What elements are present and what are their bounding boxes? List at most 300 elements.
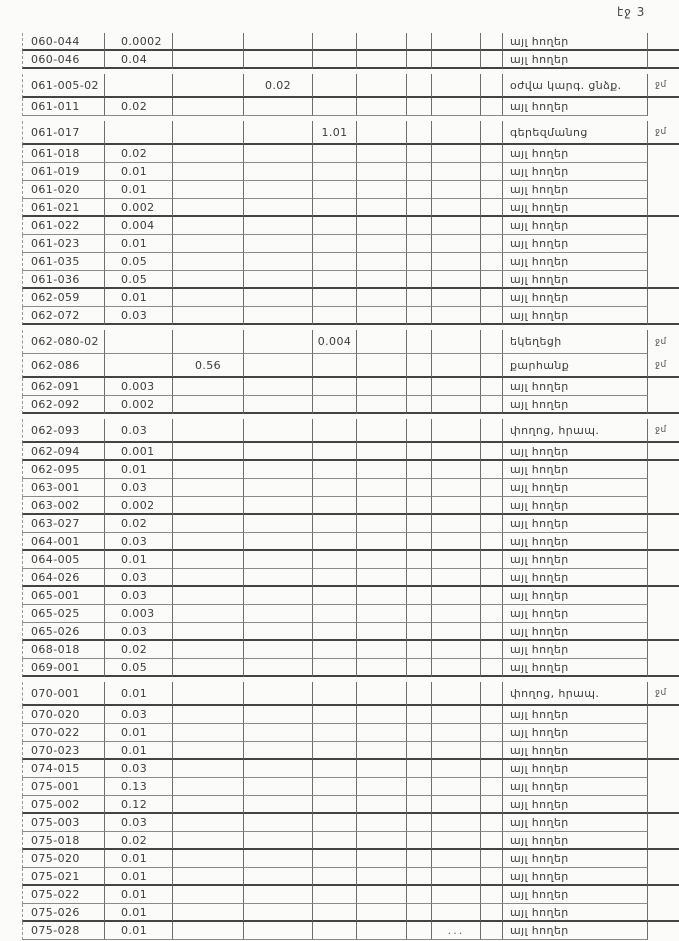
table-row [22, 724, 679, 742]
area-value-cell-col3 [244, 778, 313, 796]
parcel-code-cell: 070-020 [22, 706, 105, 724]
area-value-cell-col6 [407, 605, 432, 623]
area-value-cell-col3 [244, 98, 313, 116]
area-value-cell-col3 [244, 235, 313, 253]
table-row [22, 796, 679, 814]
area-value-cell-col3 [244, 796, 313, 814]
table-row [22, 289, 679, 307]
margin-note-cell: ջմ [648, 682, 679, 706]
area-value-cell-col2 [173, 904, 244, 922]
parcel-code-cell: 060-046 [22, 51, 105, 69]
area-value-cell-col7 [432, 33, 481, 51]
area-value-cell-col6 [407, 850, 432, 868]
area-value-cell-col2 [173, 886, 244, 904]
area-value-cell-col8 [481, 904, 503, 922]
area-value-cell-col6 [407, 461, 432, 479]
table-row [22, 587, 679, 605]
area-value-cell-col4 [313, 533, 357, 551]
area-value-cell-col5 [357, 378, 407, 396]
area-value-cell-col5 [357, 623, 407, 641]
parcel-code-cell: 062-095 [22, 461, 105, 479]
table-row [22, 163, 679, 181]
area-value-cell-col2 [173, 623, 244, 641]
parcel-code-cell: 069-001 [22, 659, 105, 677]
area-value-cell-col5 [357, 98, 407, 116]
area-value-cell-col5 [357, 641, 407, 659]
parcel-code-cell: 068-018 [22, 641, 105, 659]
area-value-cell-col5 [357, 742, 407, 760]
area-value-cell-col5 [357, 832, 407, 850]
area-value-cell-col3 [244, 479, 313, 497]
area-value-cell-col8 [481, 706, 503, 724]
margin-note-cell [648, 814, 679, 832]
area-value-cell-col4 [313, 354, 357, 378]
area-value-cell-col4 [313, 659, 357, 677]
margin-note-cell [648, 271, 679, 289]
area-value-cell-col1: 0.03 [105, 419, 173, 443]
margin-note-cell [648, 641, 679, 659]
area-value-cell-col4: 1.01 [313, 121, 357, 145]
area-value-cell-col8 [481, 497, 503, 515]
area-value-cell-col4 [313, 587, 357, 605]
area-value-cell-col1: 0.004 [105, 217, 173, 235]
area-value-cell-col8 [481, 253, 503, 271]
area-value-cell-col4 [313, 886, 357, 904]
margin-note-cell [648, 850, 679, 868]
area-value-cell-col4 [313, 98, 357, 116]
parcel-code-cell: 075-003 [22, 814, 105, 832]
margin-note-cell [648, 904, 679, 922]
area-value-cell-col1: 0.03 [105, 587, 173, 605]
area-value-cell-col8 [481, 479, 503, 497]
area-value-cell-col7 [432, 641, 481, 659]
area-value-cell-col3 [244, 199, 313, 217]
parcel-code-cell: 070-022 [22, 724, 105, 742]
area-value-cell-col2 [173, 199, 244, 217]
area-value-cell-col3 [244, 443, 313, 461]
area-value-cell-col5 [357, 217, 407, 235]
area-value-cell-col4 [313, 742, 357, 760]
area-value-cell-col8 [481, 796, 503, 814]
area-value-cell-col1: 0.03 [105, 706, 173, 724]
area-value-cell-col4 [313, 623, 357, 641]
area-value-cell-col7 [432, 378, 481, 396]
area-value-cell-col1: 0.03 [105, 307, 173, 325]
area-value-cell-col6 [407, 724, 432, 742]
area-value-cell-col4 [313, 796, 357, 814]
area-value-cell-col5 [357, 479, 407, 497]
area-value-cell-col8 [481, 51, 503, 69]
area-value-cell-col5 [357, 74, 407, 98]
area-value-cell-col7 [432, 51, 481, 69]
area-value-cell-col4 [313, 706, 357, 724]
area-value-cell-col6 [407, 832, 432, 850]
area-value-cell-col3 [244, 253, 313, 271]
area-value-cell-col6 [407, 682, 432, 706]
area-value-cell-col7 [432, 706, 481, 724]
area-value-cell-col1: 0.01 [105, 289, 173, 307]
area-value-cell-col6 [407, 98, 432, 116]
area-value-cell-col2 [173, 605, 244, 623]
area-value-cell-col5 [357, 199, 407, 217]
area-value-cell-col8 [481, 569, 503, 587]
land-use-description-cell: այլ հողեր [503, 832, 648, 850]
area-value-cell-col2 [173, 569, 244, 587]
area-value-cell-col4 [313, 569, 357, 587]
margin-note-cell [648, 307, 679, 325]
land-use-description-cell: այլ հողեր [503, 724, 648, 742]
area-value-cell-col7 [432, 253, 481, 271]
area-value-cell-col2 [173, 419, 244, 443]
area-value-cell-col4 [313, 515, 357, 533]
area-value-cell-col3 [244, 378, 313, 396]
margin-note-cell: ջմ [648, 74, 679, 98]
area-value-cell-col4 [313, 289, 357, 307]
parcel-code-cell: 075-002 [22, 796, 105, 814]
area-value-cell-col5 [357, 659, 407, 677]
area-value-cell-col1: 0.01 [105, 922, 173, 940]
margin-note-cell: ջմ [648, 121, 679, 145]
table-row [22, 515, 679, 533]
area-value-cell-col5 [357, 515, 407, 533]
area-value-cell-col5 [357, 922, 407, 940]
parcel-code-cell: 075-018 [22, 832, 105, 850]
area-value-cell-col1: 0.02 [105, 145, 173, 163]
area-value-cell-col5 [357, 605, 407, 623]
parcel-code-cell: 075-001 [22, 778, 105, 796]
table-row [22, 814, 679, 832]
area-value-cell-col6 [407, 396, 432, 414]
margin-note-cell [648, 163, 679, 181]
land-use-description-cell: այլ հողեր [503, 605, 648, 623]
land-use-description-cell: այլ հողեր [503, 217, 648, 235]
area-value-cell-col7 [432, 515, 481, 533]
area-value-cell-col8 [481, 623, 503, 641]
area-value-cell-col2 [173, 742, 244, 760]
area-value-cell-col6 [407, 217, 432, 235]
parcel-code-cell: 070-001 [22, 682, 105, 706]
area-value-cell-col5 [357, 533, 407, 551]
table-row [22, 181, 679, 199]
area-value-cell-col6 [407, 271, 432, 289]
area-value-cell-col2 [173, 760, 244, 778]
area-value-cell-col3 [244, 886, 313, 904]
area-value-cell-col4 [313, 641, 357, 659]
margin-note-cell [648, 742, 679, 760]
parcel-code-cell: 064-001 [22, 533, 105, 551]
area-value-cell-col5 [357, 569, 407, 587]
area-value-cell-col4 [313, 461, 357, 479]
area-value-cell-col4 [313, 217, 357, 235]
area-value-cell-col3 [244, 832, 313, 850]
margin-note-cell [648, 659, 679, 677]
area-value-cell-col2 [173, 641, 244, 659]
area-value-cell-col2 [173, 479, 244, 497]
area-value-cell-col7 [432, 396, 481, 414]
area-value-cell-col2 [173, 515, 244, 533]
area-value-cell-col6 [407, 641, 432, 659]
area-value-cell-col8 [481, 354, 503, 378]
margin-note-cell [648, 443, 679, 461]
area-value-cell-col6 [407, 778, 432, 796]
area-value-cell-col8 [481, 145, 503, 163]
area-value-cell-col6 [407, 443, 432, 461]
area-value-cell-col7 [432, 605, 481, 623]
area-value-cell-col3 [244, 605, 313, 623]
table-row [22, 778, 679, 796]
area-value-cell-col1: 0.02 [105, 98, 173, 116]
area-value-cell-col6 [407, 886, 432, 904]
area-value-cell-col6 [407, 623, 432, 641]
area-value-cell-col1: 0.01 [105, 886, 173, 904]
land-use-description-cell: այլ հողեր [503, 181, 648, 199]
margin-note-cell [648, 886, 679, 904]
area-value-cell-col2 [173, 461, 244, 479]
area-value-cell-col8 [481, 378, 503, 396]
area-value-cell-col3 [244, 515, 313, 533]
land-use-description-cell: այլ հողեր [503, 551, 648, 569]
area-value-cell-col4 [313, 145, 357, 163]
margin-note-cell [648, 253, 679, 271]
area-value-cell-col5 [357, 886, 407, 904]
margin-note-cell [648, 145, 679, 163]
parcel-code-cell: 062-094 [22, 443, 105, 461]
area-value-cell-col6 [407, 479, 432, 497]
parcel-code-cell: 075-022 [22, 886, 105, 904]
margin-note-cell: ջմ [655, 337, 667, 347]
area-value-cell-col1: 0.0002 [105, 33, 173, 51]
land-use-description-cell: այլ հողեր [503, 235, 648, 253]
area-value-cell-col5 [357, 354, 407, 378]
area-value-cell-col2 [173, 778, 244, 796]
area-value-cell-col5 [357, 904, 407, 922]
land-use-description-cell: քարհանք [503, 354, 648, 378]
area-value-cell-col3 [244, 354, 313, 378]
table-row [22, 121, 679, 145]
area-value-cell-col8 [481, 217, 503, 235]
margin-note-cell [648, 605, 679, 623]
table-row [22, 253, 679, 271]
area-value-cell-col4 [313, 922, 357, 940]
table-row [22, 51, 679, 69]
area-value-cell-col2 [173, 217, 244, 235]
area-value-cell-col8 [481, 163, 503, 181]
table-row [22, 623, 679, 641]
area-value-cell-col3 [244, 33, 313, 51]
area-value-cell-col2 [173, 378, 244, 396]
area-value-cell-col1: 0.003 [105, 378, 173, 396]
parcel-code-cell: 061-021 [22, 199, 105, 217]
margin-note-cell [648, 706, 679, 724]
area-value-cell-col3 [244, 706, 313, 724]
area-value-cell-col2 [173, 443, 244, 461]
area-value-cell-col4 [313, 307, 357, 325]
land-use-description-cell: այլ հողեր [503, 479, 648, 497]
area-value-cell-col4 [313, 814, 357, 832]
land-use-description-cell: այլ հողեր [503, 850, 648, 868]
area-value-cell-col2 [173, 497, 244, 515]
area-value-cell-col8 [481, 181, 503, 199]
area-value-cell-col8 [481, 533, 503, 551]
area-value-cell-col2 [173, 181, 244, 199]
area-value-cell-col1: 0.01 [105, 235, 173, 253]
area-value-cell-col4 [313, 163, 357, 181]
land-use-description-cell: այլ հողեր [503, 533, 648, 551]
area-value-cell-col1: 0.05 [105, 253, 173, 271]
table-row [22, 271, 679, 289]
area-value-cell-col7 [432, 659, 481, 677]
area-value-cell-col4 [313, 479, 357, 497]
area-value-cell-col8 [481, 605, 503, 623]
land-use-description-cell: եկեղեցի [503, 330, 648, 354]
table-row [22, 533, 679, 551]
land-use-description-cell: փողոց, հրապ. [503, 682, 648, 706]
area-value-cell-col2 [173, 587, 244, 605]
area-value-cell-col1: 0.03 [105, 569, 173, 587]
area-value-cell-col2 [173, 33, 244, 51]
margin-note-cell [648, 378, 679, 396]
area-value-cell-col3 [244, 307, 313, 325]
area-value-cell-col1: 0.12 [105, 796, 173, 814]
land-use-description-cell: այլ հողեր [503, 163, 648, 181]
area-value-cell-col7 [432, 354, 481, 378]
table-row [22, 307, 679, 325]
land-use-description-cell: այլ հողեր [503, 461, 648, 479]
area-value-cell-col4 [313, 199, 357, 217]
area-value-cell-col7 [432, 886, 481, 904]
parcel-code-cell: 075-028 [22, 922, 105, 940]
land-use-description-cell: այլ հողեր [503, 443, 648, 461]
parcel-code-cell: 061-020 [22, 181, 105, 199]
area-value-cell-col8 [481, 121, 503, 145]
area-value-cell-col3 [244, 868, 313, 886]
area-value-cell-col4 [313, 850, 357, 868]
table-row [22, 378, 679, 396]
parcel-code-cell: 061-018 [22, 145, 105, 163]
land-use-description-cell: այլ հողեր [503, 659, 648, 677]
area-value-cell-col1: 0.01 [105, 682, 173, 706]
parcel-code-cell: 065-001 [22, 587, 105, 605]
margin-note-cell [648, 51, 679, 69]
land-use-description-cell: այլ հողեր [503, 569, 648, 587]
table-row [22, 199, 679, 217]
area-value-cell-col4 [313, 271, 357, 289]
area-value-cell-col3 [244, 587, 313, 605]
area-value-cell-col3 [244, 271, 313, 289]
area-value-cell-col8 [481, 641, 503, 659]
parcel-code-cell: 062-093 [22, 419, 105, 443]
area-value-cell-col3 [244, 742, 313, 760]
area-value-cell-col1: 0.03 [105, 814, 173, 832]
area-value-cell-col1: 0.03 [105, 479, 173, 497]
area-value-cell-col2 [173, 659, 244, 677]
area-value-cell-col3 [244, 121, 313, 145]
area-value-cell-col1: 0.03 [105, 623, 173, 641]
land-use-description-cell: այլ հողեր [503, 706, 648, 724]
table-row [22, 569, 679, 587]
land-use-description-cell: այլ հողեր [503, 587, 648, 605]
page-number-label: էջ 3 [617, 5, 646, 19]
margin-note-cell [648, 724, 679, 742]
land-use-description-cell: այլ հողեր [503, 742, 648, 760]
parcel-code-cell: 074-015 [22, 760, 105, 778]
table-row [22, 479, 679, 497]
area-value-cell-col6 [407, 253, 432, 271]
area-value-cell-col8 [481, 307, 503, 325]
area-value-cell-col8 [481, 922, 503, 940]
margin-note-cell [648, 778, 679, 796]
area-value-cell-col6 [407, 796, 432, 814]
area-value-cell-col4 [313, 832, 357, 850]
land-use-description-cell: այլ հողեր [503, 396, 648, 414]
margin-note-cell [648, 461, 679, 479]
area-value-cell-col6 [407, 289, 432, 307]
area-value-cell-col8 [481, 868, 503, 886]
area-value-cell-col7 [432, 330, 481, 354]
area-value-cell-col5 [357, 461, 407, 479]
area-value-cell-col6 [407, 760, 432, 778]
parcel-code-cell: 064-005 [22, 551, 105, 569]
area-value-cell-col5 [357, 33, 407, 51]
area-value-cell-col5 [357, 868, 407, 886]
land-use-description-cell: օժվա կարգ. ցնձք. [503, 74, 648, 98]
area-value-cell-col7 [432, 98, 481, 116]
area-value-cell-col7 [432, 587, 481, 605]
parcel-code-cell: 062-092 [22, 396, 105, 414]
area-value-cell-col1 [105, 330, 173, 354]
table-row [22, 760, 679, 778]
area-value-cell-col4 [313, 551, 357, 569]
area-value-cell-col6 [407, 419, 432, 443]
area-value-cell-col5 [357, 724, 407, 742]
land-use-description-cell: փողոց, հրապ. [503, 419, 648, 443]
ellipsis-mark: ... [447, 924, 465, 937]
margin-note-cell [648, 868, 679, 886]
area-value-cell-col3 [244, 569, 313, 587]
area-value-cell-col8 [481, 98, 503, 116]
area-value-cell-col4 [313, 33, 357, 51]
area-value-cell-col1: 0.02 [105, 832, 173, 850]
area-value-cell-col3 [244, 904, 313, 922]
area-value-cell-col2 [173, 682, 244, 706]
area-value-cell-col1: 0.01 [105, 742, 173, 760]
area-value-cell-col4 [313, 868, 357, 886]
area-value-cell-col1: 0.13 [105, 778, 173, 796]
area-value-cell-col1: 0.02 [105, 641, 173, 659]
area-value-cell-col8 [481, 682, 503, 706]
area-value-cell-col7 [432, 443, 481, 461]
area-value-cell-col6 [407, 814, 432, 832]
area-value-cell-col1: 0.01 [105, 724, 173, 742]
area-value-cell-col7 [432, 742, 481, 760]
area-value-cell-col2 [173, 832, 244, 850]
margin-note-cell [648, 551, 679, 569]
area-value-cell-col8 [481, 235, 503, 253]
land-use-description-cell: այլ հողեր [503, 271, 648, 289]
area-value-cell-col3 [244, 163, 313, 181]
parcel-code-cell: 061-022 [22, 217, 105, 235]
area-value-cell-col6 [407, 121, 432, 145]
area-value-cell-col7 [432, 163, 481, 181]
area-value-cell-col4 [313, 396, 357, 414]
area-value-cell-col5 [357, 145, 407, 163]
area-value-cell-col2 [173, 850, 244, 868]
area-value-cell-col2 [173, 98, 244, 116]
area-value-cell-col7 [432, 74, 481, 98]
parcel-code-cell: 063-002 [22, 497, 105, 515]
area-value-cell-col7 [432, 778, 481, 796]
margin-note-cell [648, 760, 679, 778]
